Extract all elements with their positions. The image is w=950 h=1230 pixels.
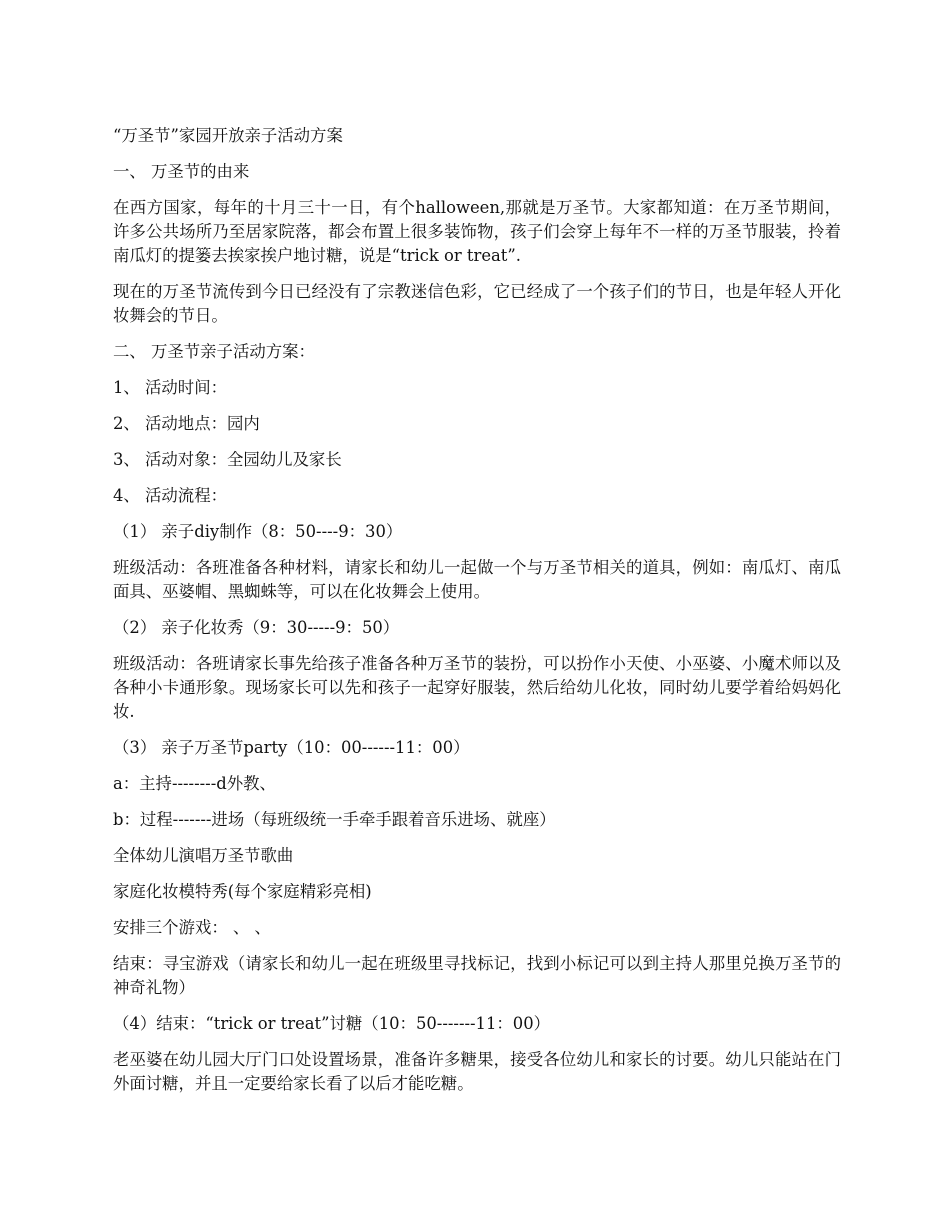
party-treasure-hunt-line: 结束：寻宝游戏（请家长和幼儿一起在班级里寻找标记，找到小标记可以到主持人那里兑换万圣节的神奇礼物） bbox=[113, 954, 841, 997]
party-process-line: b：过程-------进场（每班级统一手牵手跟着音乐进场、就座） bbox=[113, 810, 556, 829]
section-heading-origin: 一、 万圣节的由来 bbox=[113, 162, 250, 181]
document-title: “万圣节”家园开放亲子活动方案 bbox=[113, 126, 343, 145]
step-makeup-description: 班级活动：各班请家长事先给孩子准备各种万圣节的装扮，可以扮作小天使、小巫婆、小魔术师以及各种小卡通形象。现场家长可以先和孩子一起穿好服装，然后给幼儿化妆，同时幼儿要学着给妈妈化妆. bbox=[113, 654, 841, 721]
list-item-time: 1、 活动时间： bbox=[113, 378, 227, 397]
party-games-line: 安排三个游戏： 、 、 bbox=[113, 918, 271, 937]
party-host-line: a：主持--------d外教、 bbox=[113, 774, 276, 793]
party-singing-line: 全体幼儿演唱万圣节歌曲 bbox=[113, 846, 294, 865]
list-item-location: 2、 活动地点：园内 bbox=[113, 414, 260, 433]
paragraph-modern-festival: 现在的万圣节流传到今日已经没有了宗教迷信色彩，它已经成了一个孩子们的节日，也是年轻人开化妆舞会的节日。 bbox=[113, 282, 841, 325]
step-makeup-heading: （2） 亲子化妆秀（9：30-----9：50） bbox=[113, 618, 400, 637]
section-heading-plan: 二、 万圣节亲子活动方案： bbox=[113, 342, 315, 361]
step-trick-or-treat-heading: （4）结束：“trick or treat”讨糖（10：50-------11：00） bbox=[113, 1014, 551, 1033]
step-trick-or-treat-description: 老巫婆在幼儿园大厅门口处设置场景，准备许多糖果，接受各位幼儿和家长的讨要。幼儿只能站在门外面讨糖，并且一定要给家长看了以后才能吃糖。 bbox=[113, 1050, 841, 1093]
list-item-participants: 3、 活动对象：全园幼儿及家长 bbox=[113, 450, 342, 469]
list-item-process: 4、 活动流程： bbox=[113, 486, 227, 505]
step-diy-heading: （1） 亲子diy制作（8：50----9：30） bbox=[113, 522, 403, 541]
document-body bbox=[113, 124, 841, 1108]
paragraph-origin-description: 在西方国家，每年的十月三十一日，有个halloween,那就是万圣节。大家都知道：在万圣节期间，许多公共场所乃至居家院落，都会布置上很多装饰物，孩子们会穿上每年不一样的万圣节服装，拎着南瓜灯的提篓去挨家挨户地讨糖，说是“trick or treat”. bbox=[113, 198, 841, 265]
step-party-heading: （3） 亲子万圣节party（10：00------11：00） bbox=[113, 738, 470, 757]
party-fashion-show-line: 家庭化妆模特秀(每个家庭精彩亮相) bbox=[113, 882, 372, 901]
step-diy-description: 班级活动：各班准备各种材料，请家长和幼儿一起做一个与万圣节相关的道具，例如：南瓜灯、南瓜面具、巫婆帽、黑蜘蛛等，可以在化妆舞会上使用。 bbox=[113, 558, 841, 601]
